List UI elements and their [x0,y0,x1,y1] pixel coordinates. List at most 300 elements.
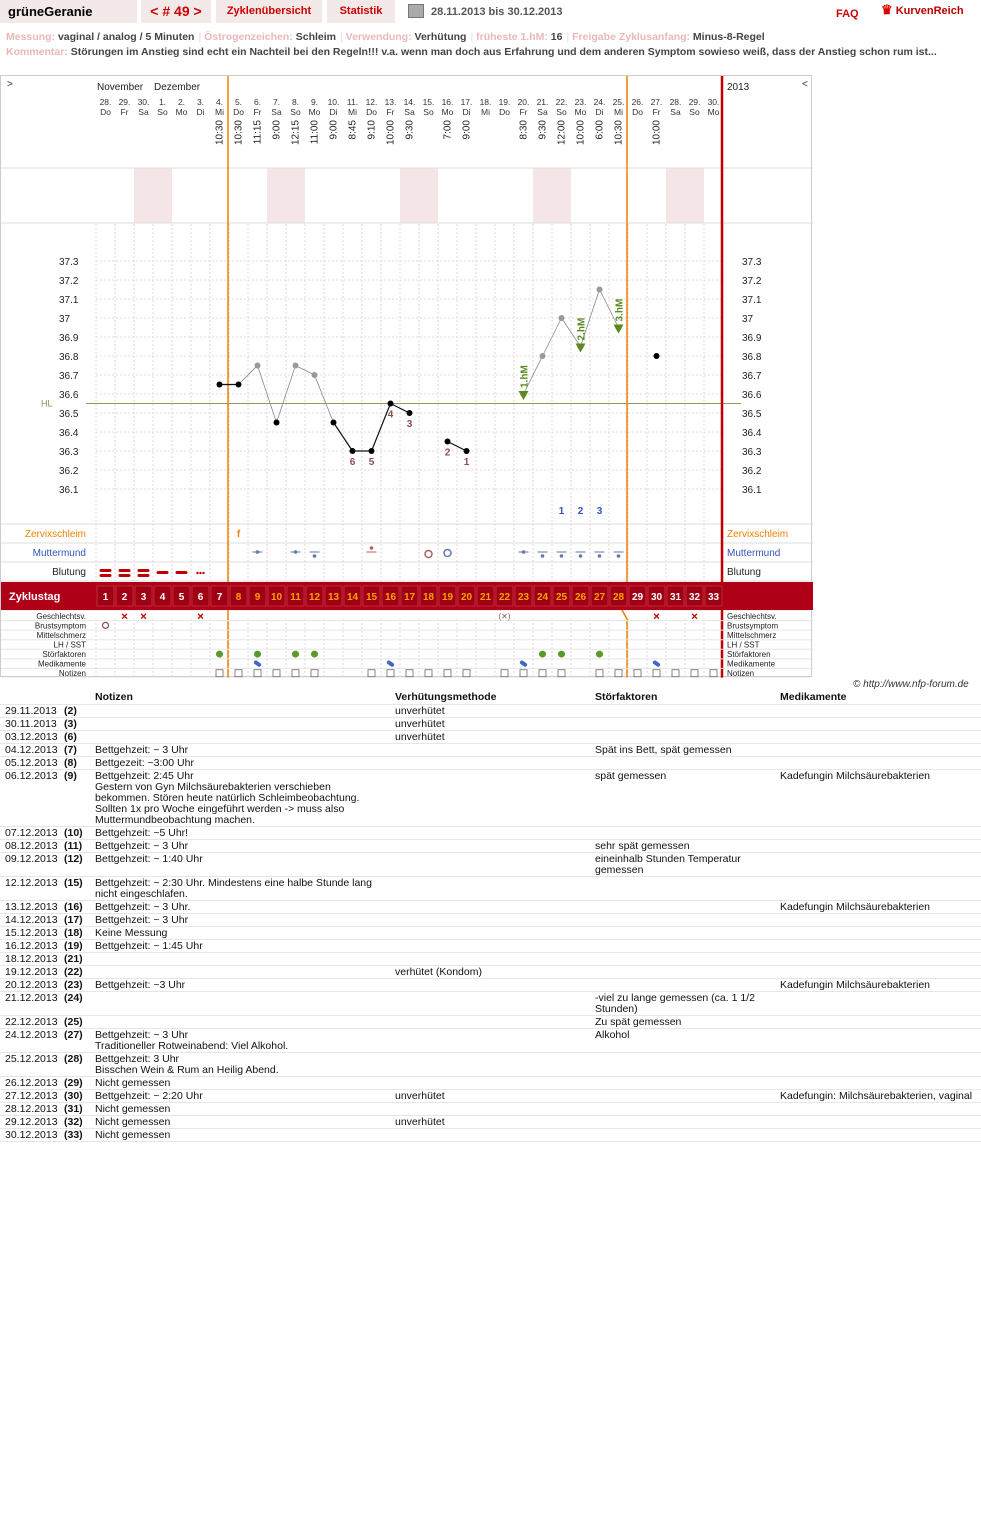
temp-point [369,448,375,454]
notes-header-meds: Medikamente [776,690,981,704]
cell-method [391,900,591,913]
note-icon [539,670,546,677]
weekday-label: Mo [308,107,321,117]
cell-stoer: sehr spät gemessen [591,839,776,852]
cycle-day-label: 30 [650,592,663,603]
cell-medi [776,717,981,730]
cell-method: unverhütet [391,704,591,717]
cell-day: (11) [62,839,91,852]
date-label: 17. [460,97,473,107]
time-label: 9:30 [537,120,549,140]
cell-day: (2) [62,704,91,717]
cell-note: Bettgehzeit: ~ 2:20 Uhr [91,1089,391,1102]
cycle-day-label: 10 [270,592,283,603]
cycle-day-label: 26 [574,592,587,603]
y-tick: 36.4 [59,428,79,439]
cervix-dot [598,554,602,558]
comment-value: Störungen im Anstieg sind echt ein Nachteil bei den Regeln!!! v.a. wenn man doch aus Erfahrung und dem anderen Symptom sowieso weiß, dass der Anstieg schon rum ist... [70,46,937,58]
cell-date: 25.12.2013 [0,1052,62,1076]
cycle-day-label: 9 [254,592,261,603]
temp-point [464,448,470,454]
weekday-label: So [290,107,301,117]
cell-day: (10) [62,826,91,839]
date-label: 15. [422,97,435,107]
disturbance-icon [311,651,318,658]
cervix-dot [370,546,374,550]
cycle-day-label: 27 [593,592,606,603]
row-label-muttermund: Muttermund [727,548,781,559]
cell-day: (15) [62,876,91,900]
date-label: 12. [365,97,378,107]
cell-method [391,756,591,769]
cell-note: Nicht gemessen [91,1128,391,1141]
faq-link[interactable]: FAQ [836,8,859,20]
cell-method [391,978,591,991]
disturbance-icon [292,651,299,658]
cell-medi [776,965,981,978]
gv-protected-marker: (✕) [498,611,511,621]
weekday-label: Do [499,107,510,117]
time-label: 11:15 [252,120,264,145]
cell-stoer [591,756,776,769]
table-row [0,991,981,1015]
bleeding-mark [100,574,112,577]
date-label: 8. [291,97,300,107]
cell-date: 06.12.2013 [0,769,62,826]
date-label: 18. [479,97,492,107]
cell-day: (27) [62,1028,91,1052]
table-row [0,852,981,876]
row-label-lh: LH / SST [727,640,760,650]
low-label: 5 [368,457,375,468]
crown-icon: ♛ [881,2,893,17]
cell-medi [776,730,981,743]
cell-note [91,965,391,978]
y-tick: 37.3 [742,257,762,268]
tab-cycle-overview[interactable]: Zyklenübersicht [216,0,322,23]
note-icon [691,670,698,677]
cell-note: Bettgehzeit: ~ 1:45 Uhr [91,939,391,952]
estrogen-label: Östrogenzeichen: [204,31,293,43]
weekend-shade [400,168,419,223]
bleeding-mark [119,569,131,572]
date-label: 21. [536,97,549,107]
disturbance-icon [539,651,546,658]
row-label-stoer: Störfaktoren [727,650,771,660]
row-label-notizen: Notizen [727,669,755,678]
time-label: 7:00 [442,120,454,140]
row-label-zervix: Zervixschleim [727,529,789,540]
cell-stoer [591,965,776,978]
note-icon [596,670,603,677]
cell-date: 04.12.2013 [0,743,62,756]
table-row [0,756,981,769]
bleeding-mark [119,574,131,577]
cycle-day-label: 5 [178,592,185,603]
usage-value: Verhütung [414,31,467,43]
row-label-zyklustag: Zyklustag [9,591,61,603]
cell-method [391,1028,591,1052]
nav-right-icon: < [802,79,808,90]
y-tick: 37.2 [59,276,79,287]
cell-method: unverhütet [391,1115,591,1128]
table-row [0,900,981,913]
weekday-label: So [689,107,700,117]
mucus-mark: f [236,529,241,540]
y-tick: 36.4 [742,428,762,439]
note-icon [634,670,641,677]
weekday-label: Do [233,107,244,117]
cell-method [391,769,591,826]
cervix-open-icon [444,550,451,557]
brand-label: KurvenReich [895,5,964,17]
coverline-label: HL [41,398,53,409]
cell-stoer [591,826,776,839]
table-row [0,939,981,952]
cell-date: 29.11.2013 [0,704,62,717]
month-label: Dezember [154,82,201,93]
release-label: Freigabe Zyklusanfang: [572,31,690,43]
date-label: 2. [177,97,186,107]
table-row [0,1052,981,1076]
temp-segment [315,375,334,423]
hm-marker [614,325,624,334]
cell-note [91,991,391,1015]
weekday-label: Mi [481,107,490,117]
bleeding-mark [138,569,150,572]
cell-medi: Kadefungin Milchsäurebakterien [776,769,981,826]
y-tick: 36.3 [742,447,762,458]
weekday-label: Do [632,107,643,117]
table-row [0,965,981,978]
cycle-day-label: 16 [384,592,397,603]
gv-marker: ✕ [690,611,699,622]
cycle-day-label: 28 [612,592,625,603]
hm-label: 3.hM [614,298,626,322]
cervix-dot [617,554,621,558]
gv-marker: ✕ [652,611,661,622]
cell-stoer [591,1102,776,1115]
date-label: 28. [99,97,112,107]
cell-day: (33) [62,1128,91,1141]
y-tick: 36.2 [742,466,762,477]
date-label: 3. [196,97,205,107]
note-icon [672,670,679,677]
cell-method [391,1052,591,1076]
brand-link[interactable] [881,2,964,18]
low-label: 6 [349,457,356,468]
cell-note: Keine Messung [91,926,391,939]
cell-day: (18) [62,926,91,939]
cell-note: Bettgehzeit: ~ 1:40 Uhr [91,852,391,876]
cell-date: 30.11.2013 [0,717,62,730]
table-row [0,952,981,965]
cycle-day-label: 17 [403,592,416,603]
cell-medi [776,1015,981,1028]
cell-method [391,1015,591,1028]
cell-date: 26.12.2013 [0,1076,62,1089]
gv-marker: ✕ [120,611,129,622]
time-label: 12:00 [556,120,568,146]
cell-note: Bettgehzeit: ~3 Uhr [91,978,391,991]
time-label: 10:00 [385,120,397,146]
row-label-gv: Geschlechtsv. [727,611,777,621]
cervix-count: 2 [577,506,584,517]
notes-header-method: Verhütungsmethode [391,690,591,704]
cell-date: 27.12.2013 [0,1089,62,1102]
notes-header-row [0,690,981,704]
weekday-label: Mi [215,107,224,117]
note-icon [615,670,622,677]
cell-note: Bettgehzeit: ~5 Uhr! [91,826,391,839]
weekend-shade [419,168,438,223]
cell-stoer [591,952,776,965]
cell-note [91,717,391,730]
date-label: 7. [272,97,281,107]
weekday-label: Fr [120,107,129,117]
cell-day: (9) [62,769,91,826]
cell-stoer [591,1089,776,1102]
weekend-shade [267,168,286,223]
cell-medi [776,1128,981,1141]
disturbance-icon [216,651,223,658]
cycle-day-label: 8 [235,592,242,603]
temp-point [597,287,603,293]
date-label: 29. [118,97,131,107]
printer-icon[interactable] [408,4,424,18]
table-row [0,926,981,939]
date-label: 30. [137,97,150,107]
row-label-muttermund: Muttermund [32,548,86,559]
cell-date: 28.12.2013 [0,1102,62,1115]
cycle-day-label: 13 [327,592,340,603]
weekday-label: Mo [707,107,720,117]
note-icon [273,670,280,677]
cervix-dot [522,550,526,554]
temp-point [331,420,337,426]
weekday-label: Mi [348,107,357,117]
time-label: 12:15 [290,120,302,146]
table-row [0,826,981,839]
y-tick: 37.1 [742,295,762,306]
y-tick: 37.1 [59,295,79,306]
cell-date: 21.12.2013 [0,991,62,1015]
cell-method [391,926,591,939]
y-tick: 37.3 [59,257,79,268]
date-label: 28. [669,97,682,107]
cell-stoer: Zu spät gemessen [591,1015,776,1028]
weekend-shade [552,168,571,223]
row-label-blutung: Blutung [727,567,761,578]
note-icon [387,670,394,677]
cell-note: Bettgehzeit: ~ 3 Uhr. [91,900,391,913]
cell-day: (31) [62,1102,91,1115]
note-icon [653,670,660,677]
date-label: 23. [574,97,587,107]
time-label: 8:30 [518,120,530,140]
weekday-label: Sa [138,107,149,117]
cell-day: (7) [62,743,91,756]
note-icon [216,670,223,677]
cell-note: Bettgehzeit: ~ 3 Uhr Traditioneller Rotweinabend: Viel Alkohol. [91,1028,391,1052]
medication-icon [652,660,661,668]
y-tick: 36.8 [59,352,79,363]
cell-stoer: spät gemessen [591,769,776,826]
date-range: 28.11.2013 bis 30.12.2013 [431,6,563,18]
y-tick: 36.6 [59,390,79,401]
row-label-lh: LH / SST [53,640,86,650]
cell-note [91,704,391,717]
row-label-brust: Brustsymptom [34,621,86,631]
date-label: 25. [612,97,625,107]
weekday-label: Mo [574,107,587,117]
time-label: 10:00 [651,120,663,146]
table-row [0,876,981,900]
cell-stoer [591,913,776,926]
measure-label: Messung: [6,31,56,43]
cell-date: 30.12.2013 [0,1128,62,1141]
table-row [0,913,981,926]
cell-note: Bettgehzeit: 2:45 Uhr Gestern von Gyn Milchsäurebakterien verschieben bekommen. Stören heute natürlich Schleimbeobachtung. Sollten 1x pro Woche eingeführt werden -> muss also Muttermundbeobachtung machen. [91,769,391,826]
table-row [0,839,981,852]
usage-label: Verwendung: [345,31,412,43]
temp-point [559,315,565,321]
table-row [0,704,981,717]
date-label: 19. [498,97,511,107]
cell-medi [776,913,981,926]
cell-method [391,952,591,965]
cell-note: Nicht gemessen [91,1076,391,1089]
low-label: 1 [463,457,470,468]
cervix-dot [560,554,564,558]
cell-method: unverhütet [391,1089,591,1102]
table-row [0,1076,981,1089]
cell-stoer [591,1115,776,1128]
cell-method [391,913,591,926]
weekday-label: So [423,107,434,117]
temp-point [350,448,356,454]
notes-table [0,690,981,1142]
temp-point [445,439,451,445]
cell-day: (6) [62,730,91,743]
cell-medi [776,926,981,939]
cell-note [91,952,391,965]
cell-day: (17) [62,913,91,926]
gv-marker: ✕ [196,611,205,622]
row-label-medi: Medikamente [37,659,86,669]
weekday-label: So [157,107,168,117]
note-icon [254,670,261,677]
date-label: 22. [555,97,568,107]
cycle-day-label: 1 [102,592,109,603]
cycle-day-label: 25 [555,592,568,603]
note-icon [558,670,565,677]
tab-statistics[interactable]: Statistik [327,0,395,23]
month-label: November [97,82,144,93]
note-icon [292,670,299,677]
y-tick: 36.7 [742,371,762,382]
table-row [0,743,981,756]
cell-day: (19) [62,939,91,952]
time-label: 9:00 [328,120,340,140]
weekday-label: Mi [614,107,623,117]
date-label: 5. [234,97,243,107]
cell-day: (12) [62,852,91,876]
cell-day: (32) [62,1115,91,1128]
table-row [0,1102,981,1115]
weekday-label: Di [329,107,338,117]
cell-stoer [591,730,776,743]
cycle-day-label: 23 [517,592,530,603]
date-label: 14. [403,97,416,107]
cycle-day-label: 31 [669,592,682,603]
cell-date: 13.12.2013 [0,900,62,913]
disturbance-icon [596,651,603,658]
weekend-shade [134,168,153,223]
cycle-day-label: 20 [460,592,473,603]
note-icon [311,670,318,677]
weekday-label: Mo [175,107,188,117]
cell-stoer: Spät ins Bett, spät gemessen [591,743,776,756]
temp-point [407,410,413,416]
time-label: 8:45 [347,120,359,140]
y-tick: 36.1 [59,485,79,496]
cell-method: unverhütet [391,717,591,730]
cell-date: 18.12.2013 [0,952,62,965]
username: grüneGeranie [0,0,137,23]
date-label: 9. [310,97,319,107]
cell-day: (3) [62,717,91,730]
cervix-open-icon [425,551,432,558]
cycle-day-label: 19 [441,592,454,603]
low-label: 2 [444,447,451,459]
row-label-mittel: Mittelschmerz [727,630,777,640]
date-label: 6. [253,97,262,107]
date-label: 11. [346,97,359,107]
cycle-day-label: 22 [498,592,511,603]
copyright: © http://www.nfp-forum.de [853,679,969,690]
cell-day: (23) [62,978,91,991]
cell-day: (21) [62,952,91,965]
cycle-nav[interactable]: < # 49 > [141,0,211,23]
time-label: 10:00 [575,120,587,146]
cell-note: Bettgehzeit: 3 Uhr Bisschen Wein & Rum an Heilig Abend. [91,1052,391,1076]
notes-header-notes: Notizen [91,690,391,704]
table-row [0,1015,981,1028]
cycle-day-label: 29 [631,592,644,603]
cell-day: (30) [62,1089,91,1102]
temp-point [654,353,660,359]
y-tick: 36.3 [59,447,79,458]
date-label: 27. [650,97,663,107]
row-label-gv: Geschlechtsv. [36,611,86,621]
note-icon [406,670,413,677]
cycle-day-label: 7 [216,592,223,603]
row-label-mittel: Mittelschmerz [36,630,86,640]
hm-marker [519,391,529,400]
weekend-shade [666,168,685,223]
cell-date: 14.12.2013 [0,913,62,926]
cycle-day-label: 18 [422,592,435,603]
cell-method [391,1076,591,1089]
cell-note: Bettgehzeit: ~ 2:30 Uhr. Mindestens eine halbe Stunde lang nicht eingeschlafen. [91,876,391,900]
y-tick: 37.2 [742,276,762,287]
breast-symptom-icon [103,622,109,628]
table-row [0,1128,981,1141]
meta-line-2 [6,46,941,58]
time-label: 10:30 [233,120,245,146]
weekday-label: So [556,107,567,117]
